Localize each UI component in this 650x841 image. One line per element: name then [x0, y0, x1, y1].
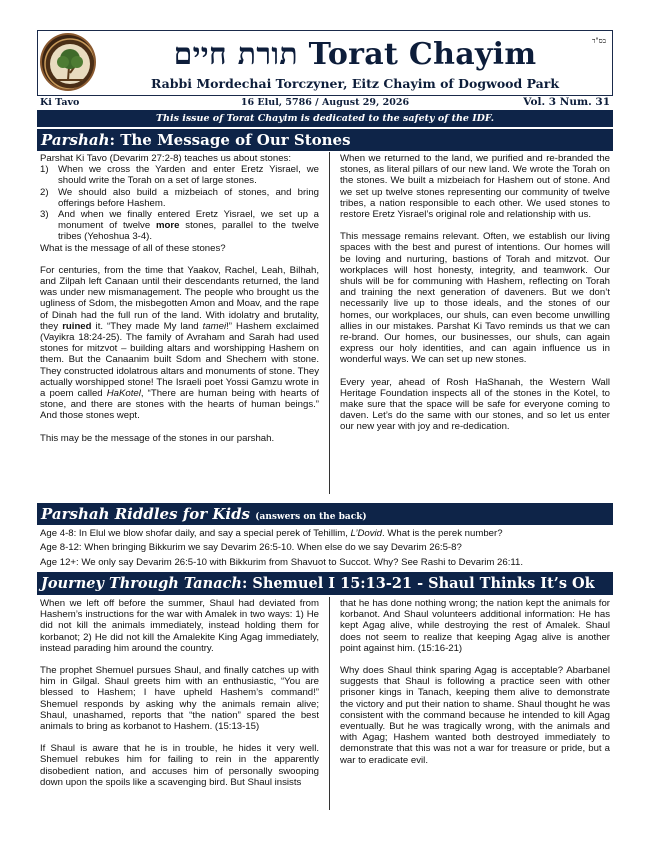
masthead	[37, 30, 613, 96]
parshah-heading-label: Parshah	[41, 131, 110, 149]
column-divider	[329, 152, 330, 494]
newsletter-title: תורת חיים Torat Chayim	[173, 37, 537, 72]
parshah-heading-title: : The Message of Our Stones	[109, 131, 351, 149]
tanach-heading-label: Journey Through Tanach	[41, 575, 242, 592]
parshah-column-left	[40, 153, 319, 498]
riddles-note: (answers on the back)	[255, 512, 367, 522]
newsletter-subtitle: Rabbi Mordechai Torczyner, Eitz Chayim of Dogwood Park	[150, 76, 560, 91]
tanach-paragraph-continued: that he has done nothing wrong; the nation kept the animals for korbanot. And Shaul volunteers additional information: He has kept Agag alive, while destroying the rest of Amalek. Shaul does not seem to realize that keeping Agag alive is another point against him. (15:16-21)	[340, 598, 610, 654]
parshah-heading	[37, 129, 613, 151]
riddles-heading-title: Parshah Riddles for Kids	[41, 505, 250, 523]
parsha-name: Ki Tavo	[40, 97, 80, 108]
riddles-heading	[37, 503, 613, 525]
issue-date: 16 Elul, 5786 / August 29, 2026	[240, 97, 410, 108]
tanach-heading	[37, 572, 613, 595]
tanach-column-left	[40, 598, 319, 808]
list-item: 3) And when we finally entered Eretz Yisrael, we set up a monument of twelve more stones, parallel to the twelve tribes (Yehoshua 3-4).	[40, 209, 319, 243]
parshah-intro: Parshat Ki Tavo (Devarim 27:2-8) teaches us about stones:	[40, 153, 291, 164]
parshah-paragraph: This message remains relevant. Often, we establish our living spaces with the best and purest of intentions. Our homes will be loving and nurturing, bastions of Torah and mitzvot. Our workplaces will host honesty, integrity, and teamwork. Our shuls will be for communing with Hashem, reflecting on Torah and training the next generation of daveners. But we don’t necessarily live up to those ideals, and the stones of our homes, our workplaces, our shuls, can even become unwilling allies in our mistakes. Parshat Ki Tavo reminds us that we can re-brand. Our homes, our businesses, our shuls, can again express our holy identities, and can again influence us in wonderful ways. We can set up new stones.	[340, 231, 610, 366]
column-divider	[329, 597, 330, 810]
parshah-column-right	[340, 153, 610, 498]
volume-number: Vol. 3 Num. 31	[523, 96, 610, 108]
parshah-paragraph: When we returned to the land, we purified and re-branded the stones, as literal pillars of our new land. We wrote the Torah on the stones. We built a mizbeiach for Hashem out of stone. And we set up twelve stones representing our community of twelve tribes, a nation responsible to each other. We used stones to restore Eretz Yisrael’s original role and relationship with us.	[340, 153, 610, 221]
parshah-paragraph: For centuries, from the time that Yaakov, Rachel, Leah, Bilhah, and Zilpah left Canaan until their descendants returned, the land was under new mismanagement. The people who brought us the ugliness of Sdom, the misbegotten Amon and Moav, and the rape of Dinah had the full run of the land. With idolatry and brutality, they ruined it. “They made My land tamei!” Hashem exclaimed (Vayikra 18:24-25). The family of Avraham and Sarah had used stones for mitzvot – building altars and worshipping Hashem on them. But the Canaanim built Sdom and Shechem with stone. They constructed idolatrous altars and monuments of stone. They actually worshipped stone! The Israeli poet Yossi Gamzu wrote in a poem called HaKotel, “There are human being with hearts of stone, and there are stones with the hearts of human beings.” And those stones wept.	[40, 264, 319, 422]
stones-list	[40, 164, 319, 242]
tanach-column-right	[340, 598, 610, 808]
riddles-list	[40, 527, 612, 570]
riddle-item: Age 8-12: When bringing Bikkurim we say Devarim 26:5-10. When else do we say Devarim 26:5-8?	[40, 542, 462, 554]
list-item: 2) We should also build a mizbeiach of stones, and bring offerings before Hashem.	[40, 186, 319, 209]
tanach-paragraph: The prophet Shemuel pursues Shaul, and finally catches up with him in Gilgal. Shaul greets him with an enthusiastic, “You are blessed to Hashem; I have upheld Hashem’s command!” Shemuel responds by asking why the animals remain alive; Shaul, unashamed, reports that “the nation” spared the best animals to bring as korbanot to Hashem. (15:13-15)	[40, 665, 319, 733]
list-item: 1) When we cross the Yarden and enter Eretz Yisrael, we should write the Torah on a set of large stones.	[40, 164, 319, 187]
bsd-mark: בס"ד	[592, 37, 606, 45]
tanach-paragraph: Why does Shaul think sparing Agag is acceptable? Abarbanel suggests that Shaul is following a practice seen with other prisoner kings in Tanach, keeping them alive to demonstrate the victory and put their nation to shame. Shaul thought he was consistent with the command because he intended to kill Agag eventually. But he was tragically wrong, with the animals and with Agag; Hashem wanted both destroyed immediately to demonstrate that this was not a war for treasure or pride, but a war to eradicate evil.	[340, 665, 610, 766]
tanach-paragraph: When we left off before the summer, Shaul had deviated from Hashem’s instructions for the war with Amalek in two ways: 1) He did not kill the animals immediately, instead holding them for korbanot; 2) He did not kill the Amalekite King Agag immediately, instead parading him around the country.	[40, 598, 319, 654]
parshah-question: What is the message of all of these stones?	[40, 242, 226, 254]
tanach-paragraph: If Shaul is aware that he is in trouble, he hides it very well. Shemuel rebukes him for failing to rein in the apparently disobedient nation, and accuses him of personally swooping down upon the spoils like a scavenging bird. But Shaul insists	[40, 743, 319, 788]
dedication-banner: This issue of Torat Chayim is dedicated to the safety of the IDF.	[37, 110, 613, 127]
riddle-item: Age 12+: We only say Devarim 26:5-10 with Bikkurim from Shavuot to Succot. Why? See Rashi to Devarim 26:11.	[40, 556, 524, 568]
issue-info-bar	[37, 96, 613, 110]
riddle-item: Age 4-8: In Elul we blow shofar daily, and say a special perek of Tehillim, L’Dovid. What is the perek number?	[40, 528, 503, 539]
parshah-paragraph: This may be the message of the stones in our parshah.	[40, 432, 275, 444]
tree-logo-icon	[40, 33, 96, 91]
parshah-paragraph: Every year, ahead of Rosh HaShanah, the Western Wall Heritage Foundation inspects all of the stones in the Kotel, to make sure that the space will be safe for everyone coming to daven. Let’s do the same with our stones, and so let us enter our new year with joy and re-dedication.	[340, 376, 610, 433]
tanach-heading-title: : Shemuel I 15:13-21 - Shaul Thinks It’s Ok	[241, 575, 595, 592]
